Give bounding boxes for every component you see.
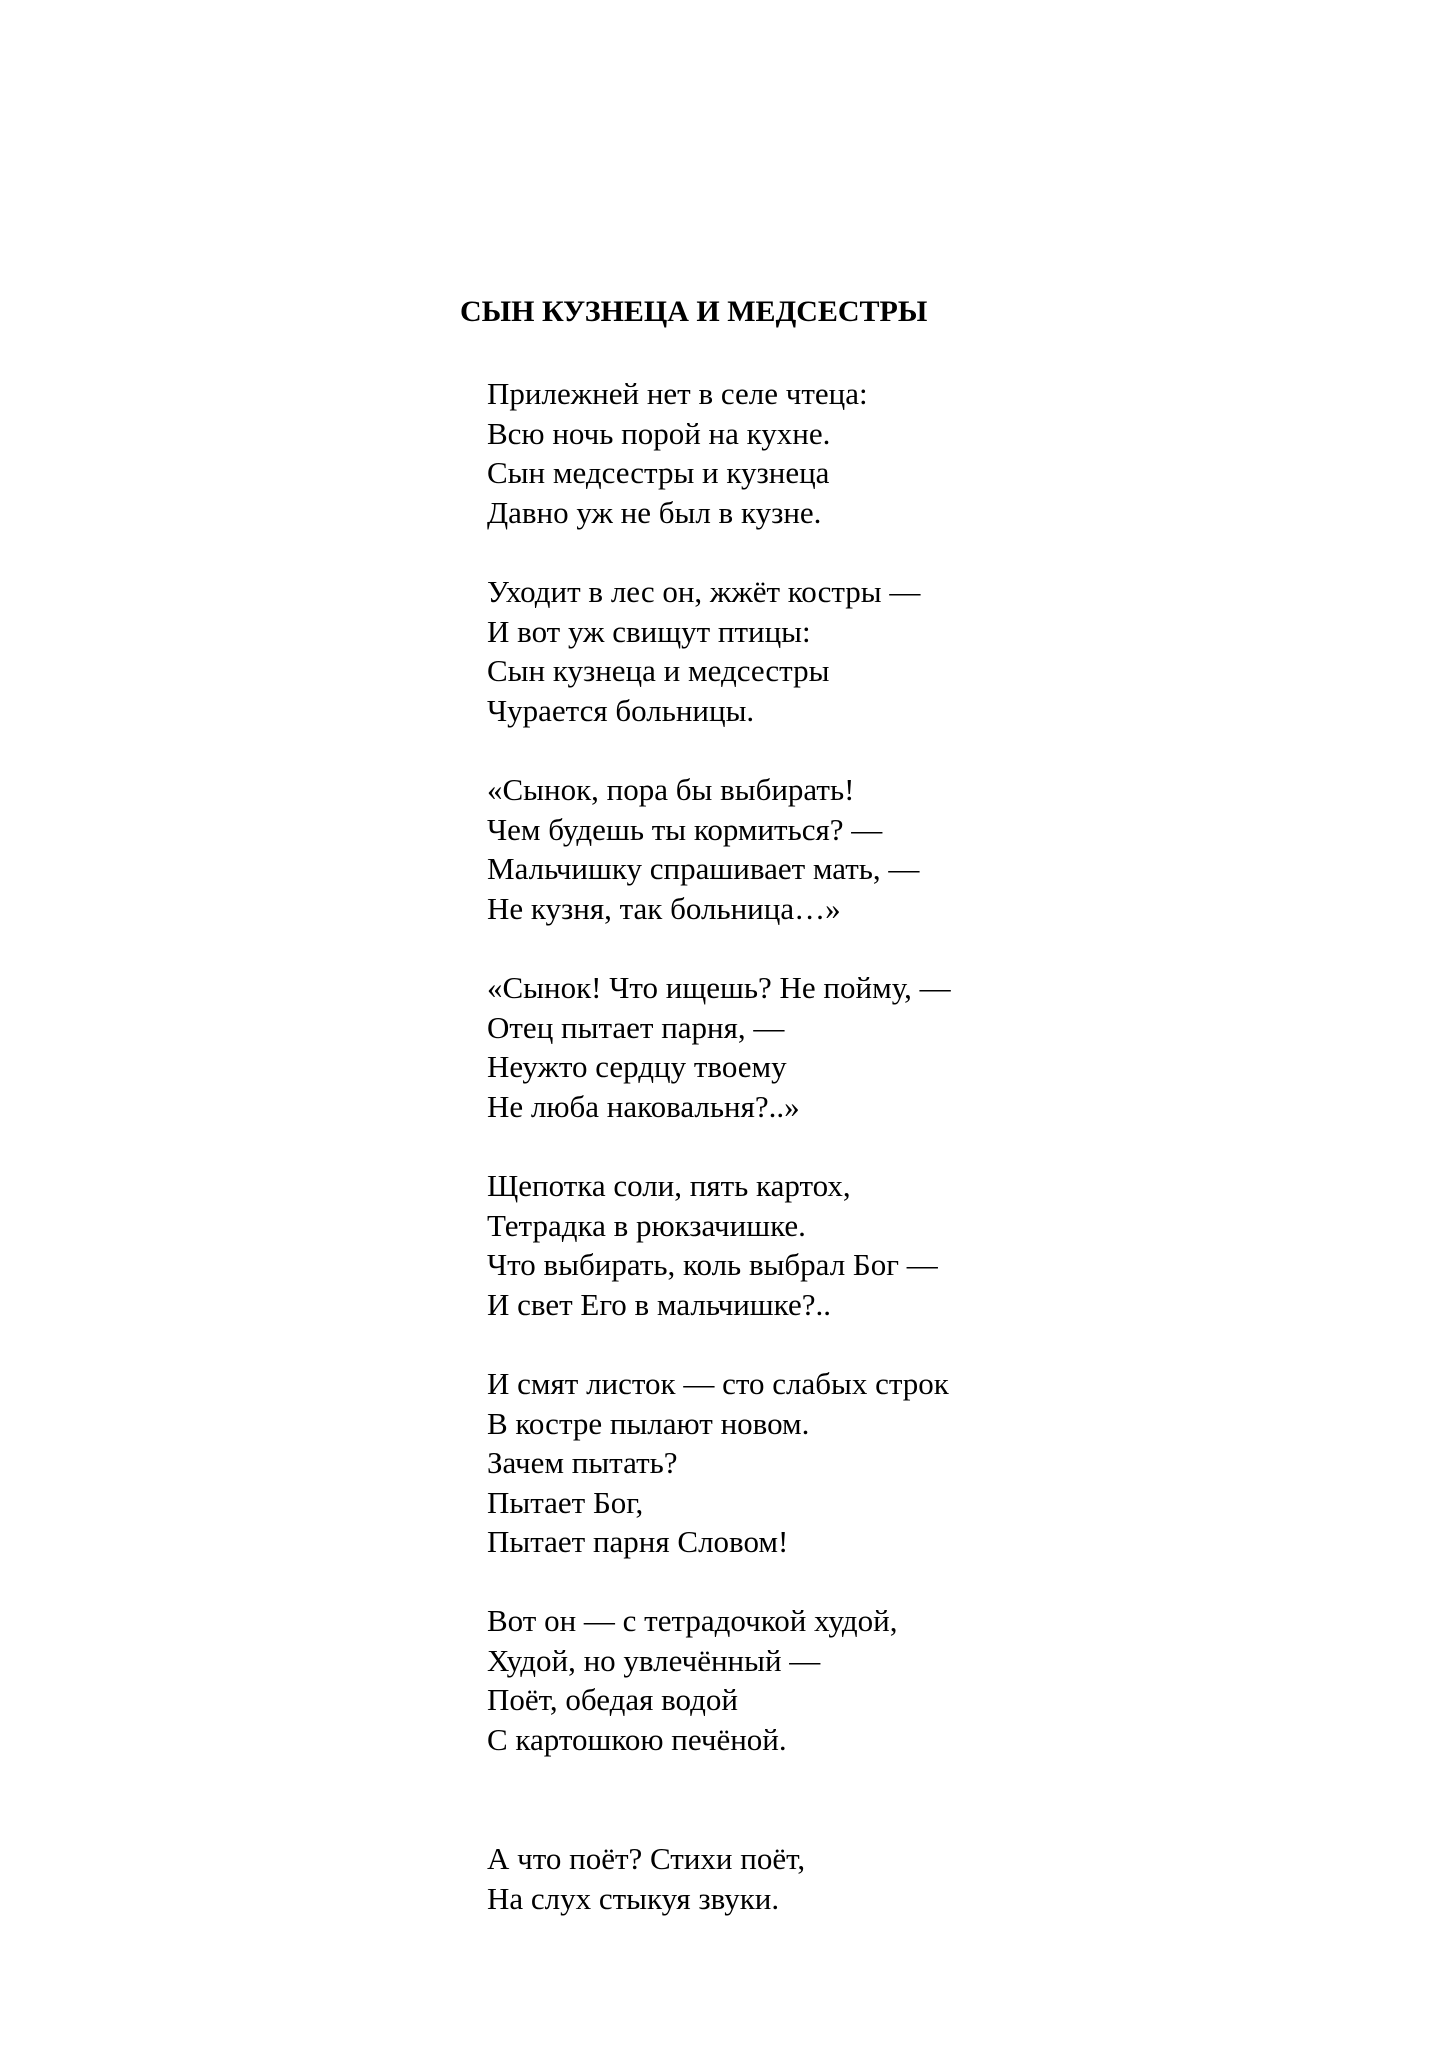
poem-line: Поёт, обедая водой bbox=[487, 1682, 739, 1717]
poem-line: Щепотка соли, пять картох, bbox=[487, 1168, 851, 1203]
poem-line: А что поёт? Стихи поёт, bbox=[487, 1841, 806, 1876]
poem-line: На слух стыкуя звуки. bbox=[487, 1880, 780, 1916]
poem-line: В костре пылают новом. bbox=[487, 1405, 810, 1441]
poem-line: «Сынок! Что ищешь? Не пойму, — bbox=[487, 970, 951, 1005]
poem-line: Неужто сердцу твоему bbox=[487, 1049, 787, 1084]
poem-line: И вот уж свищут птицы: bbox=[487, 613, 811, 649]
poem-line: Что выбирать, коль выбрал Бог — bbox=[487, 1247, 938, 1282]
poem-line: Худой, но увлечённый — bbox=[487, 1642, 821, 1678]
poem-line: Пытает Бог, bbox=[487, 1484, 644, 1520]
poem-line: Всю ночь порой на кухне. bbox=[487, 415, 831, 451]
poem-line: Сын кузнеца и медсестры bbox=[487, 653, 830, 688]
poem-line: Прилежней нет в селе чтеца: bbox=[487, 376, 868, 411]
poem-line: Не люба наковальня?..» bbox=[487, 1088, 800, 1124]
poem-line: Мальчишку спрашивает мать, — bbox=[487, 851, 920, 886]
poem-line: Не кузня, так больница…» bbox=[487, 890, 841, 926]
poem-line: И свет Его в мальчишке?.. bbox=[487, 1286, 831, 1322]
stanza-3 bbox=[487, 770, 919, 928]
stanza-2 bbox=[487, 572, 920, 730]
stanza-7 bbox=[487, 1601, 898, 1759]
poem-line: Пытает парня Словом! bbox=[487, 1524, 789, 1559]
poem-line: С картошкою печёной. bbox=[487, 1721, 787, 1757]
poem-line: И смят листок — сто слабых строк bbox=[487, 1366, 949, 1401]
stanza-4 bbox=[487, 968, 951, 1126]
poem-line: Вот он — с тетрадочкой худой, bbox=[487, 1603, 898, 1638]
stanza-1 bbox=[487, 374, 868, 532]
stanza-8 bbox=[487, 1839, 805, 1918]
poem-line: Сын медсестры и кузнеца bbox=[487, 455, 830, 490]
poem-line: Уходит в лес он, жжёт костры — bbox=[487, 574, 921, 609]
poem-line: «Сынок, пора бы выбирать! bbox=[487, 772, 855, 807]
poem-title: СЫН КУЗНЕЦА И МЕДСЕСТРЫ bbox=[460, 295, 928, 328]
stanza-6 bbox=[487, 1364, 949, 1562]
poem-line: Давно уж не был в кузне. bbox=[487, 494, 822, 530]
poem-line: Тетрадка в рюкзачишке. bbox=[487, 1207, 806, 1243]
stanza-5 bbox=[487, 1166, 938, 1324]
poem-line: Зачем пытать? bbox=[487, 1445, 678, 1480]
poem-line: Чурается больницы. bbox=[487, 692, 755, 728]
poem-line: Отец пытает парня, — bbox=[487, 1009, 785, 1045]
poem-line: Чем будешь ты кормиться? — bbox=[487, 811, 883, 847]
